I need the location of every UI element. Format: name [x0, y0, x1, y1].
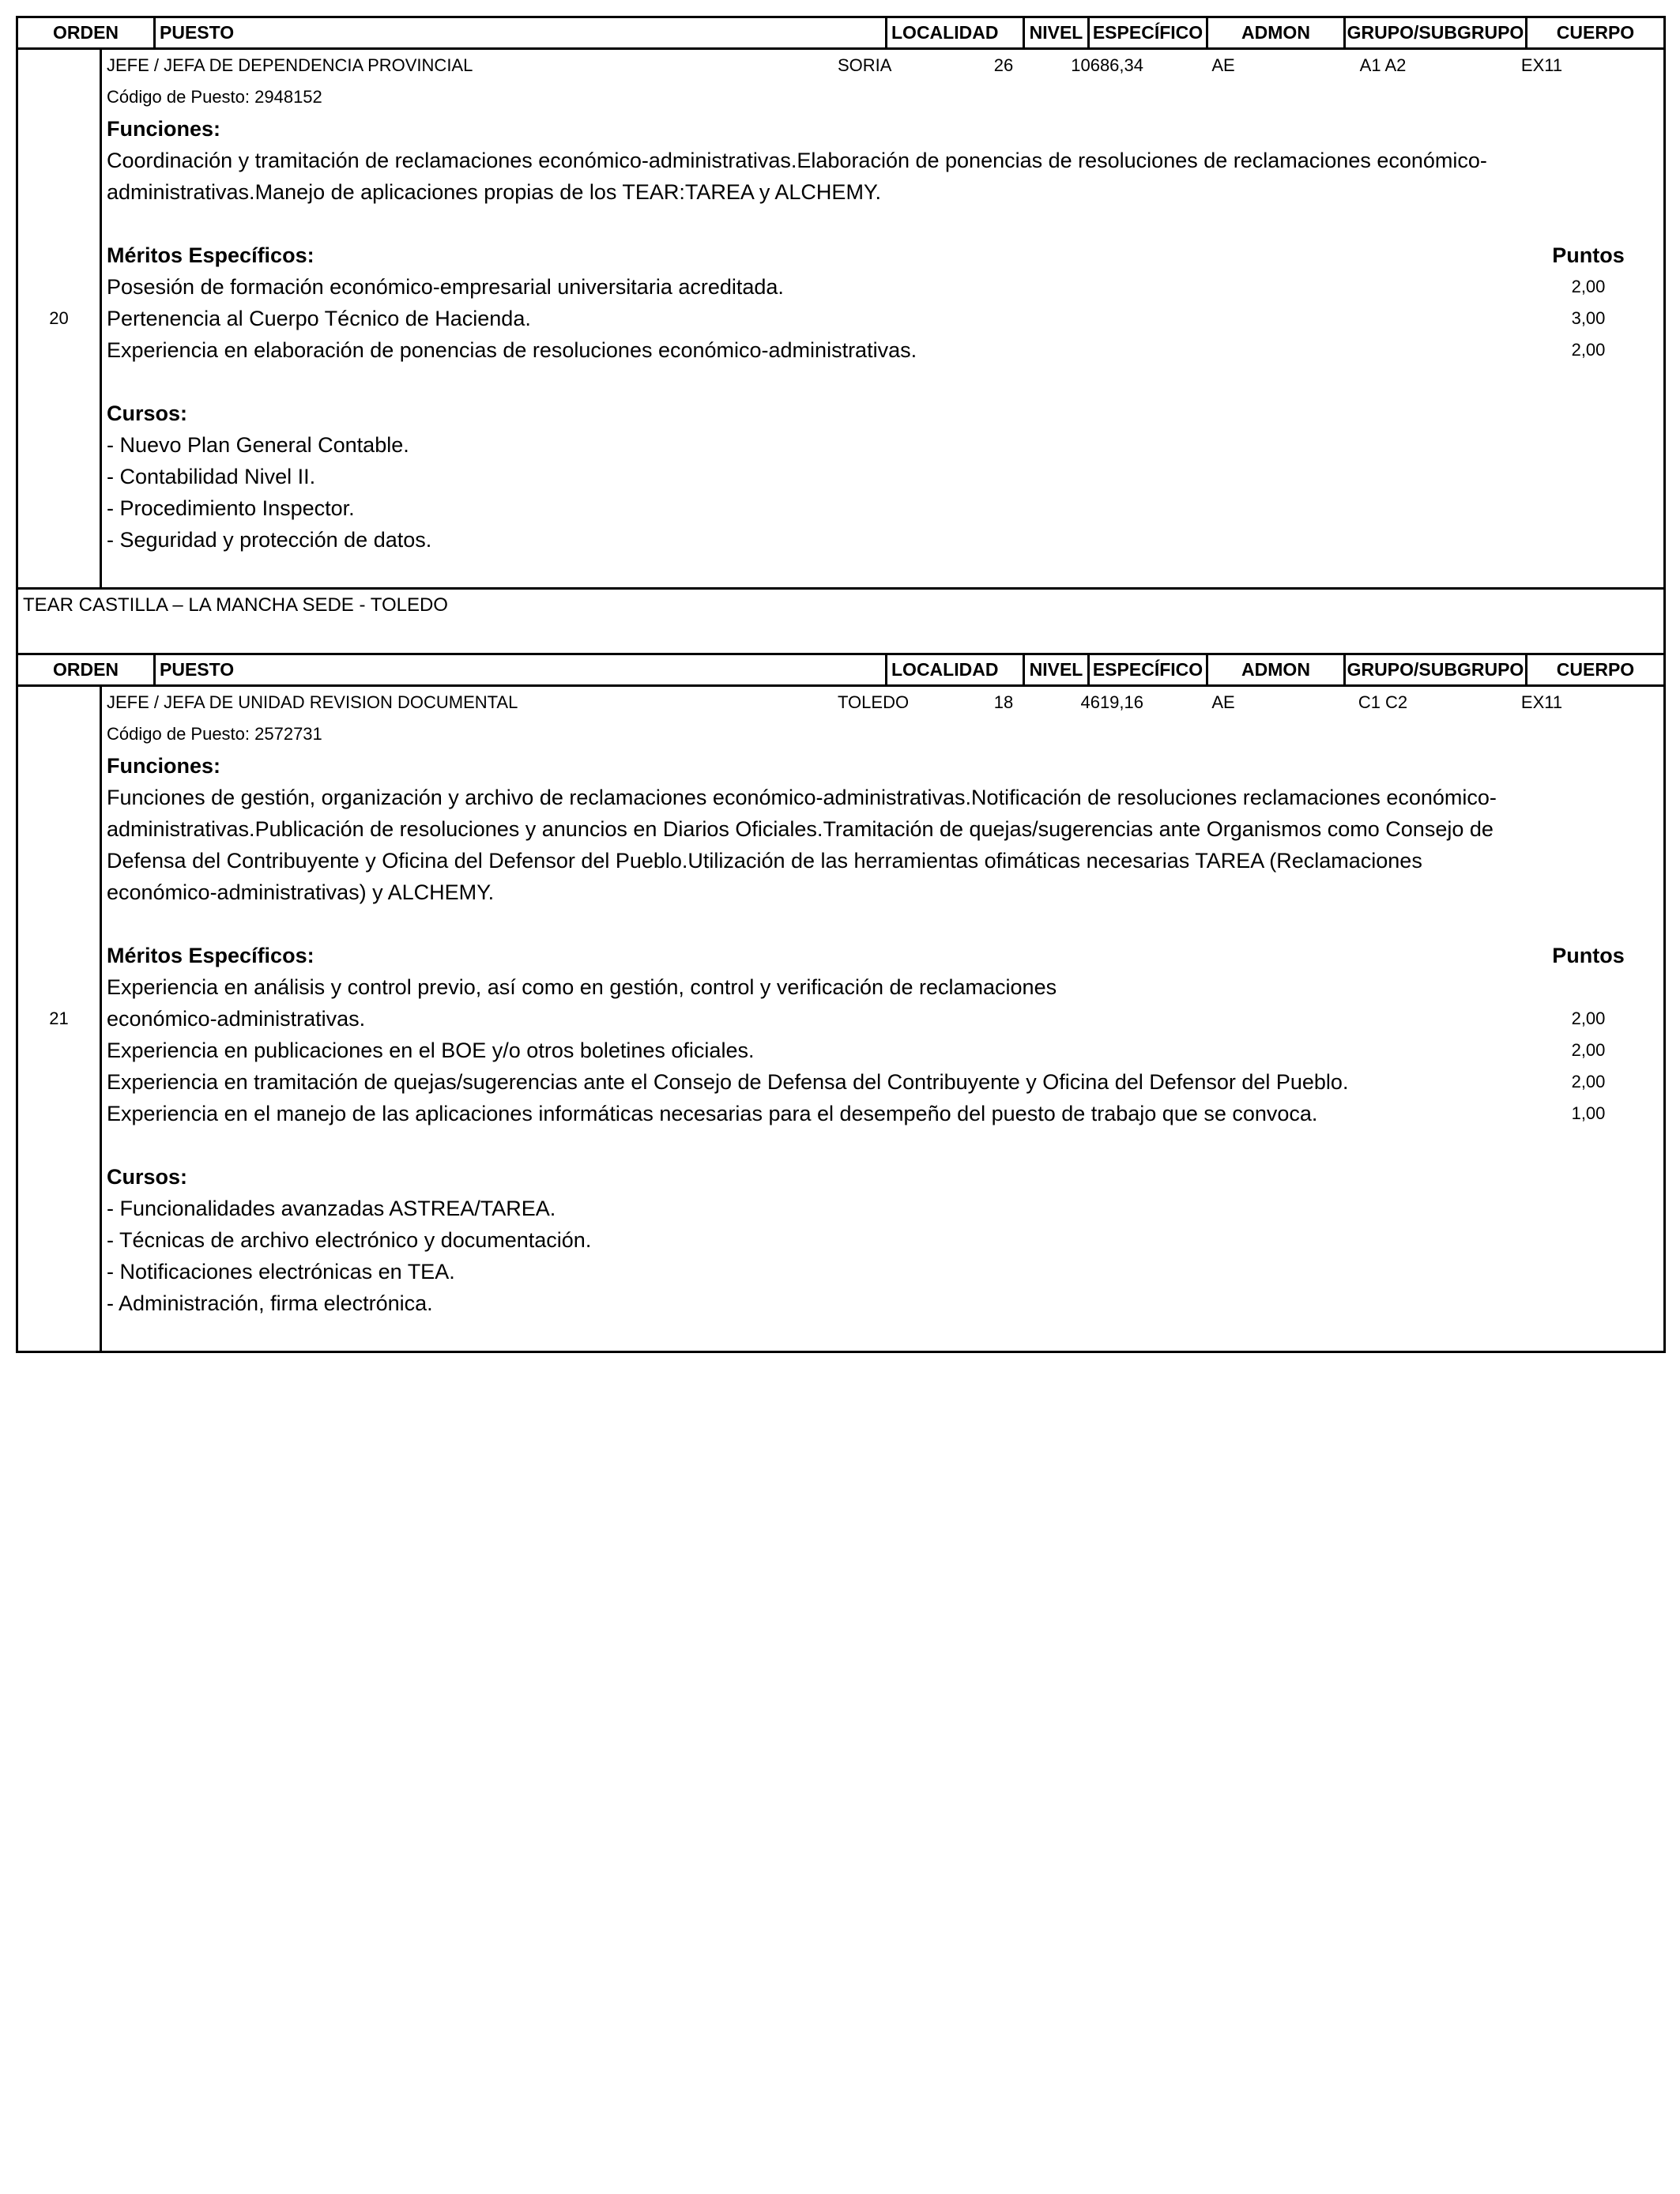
header-admon: ADMON [1208, 18, 1346, 47]
merito-row [107, 334, 1663, 366]
header-especifico: ESPECÍFICO [1090, 655, 1208, 684]
curso-item: - Procedimiento Inspector. [107, 496, 355, 520]
header-puesto: PUESTO [156, 18, 887, 47]
cuerpo-value: EX11 [1520, 692, 1563, 712]
merito-row [107, 1066, 1663, 1098]
header-puesto: PUESTO [156, 655, 887, 684]
table-header [18, 18, 1663, 50]
merito-points: 3,00 [1571, 308, 1606, 328]
grupo-value: C1 C2 [1358, 692, 1408, 712]
table-row [18, 50, 1663, 587]
orden-value: 20 [49, 308, 69, 328]
admon-value: AE [1211, 692, 1235, 712]
localidad-value: SORIA [838, 55, 892, 75]
orden-value: 21 [49, 1008, 69, 1028]
funciones-text: Coordinación y tramitación de reclamaciones económico-administrativas.Elaboración de ponencias de resoluciones de reclamaciones económico-administrativas.Manejo de aplicaciones propias de los TEAR:TAREA y ALCHEMY. [107, 149, 1487, 204]
merito-text: Experiencia en análisis y control previo, así como en gestión, control y verificación de reclamaciones económico-administrativas. [107, 975, 1057, 1031]
curso-item: - Notificaciones electrónicas en TEA. [107, 1260, 455, 1284]
curso-item: - Técnicas de archivo electrónico y documentación. [107, 1228, 592, 1252]
merito-points: 2,00 [1571, 340, 1606, 360]
header-nivel: NIVEL [1025, 655, 1090, 684]
header-grupo: GRUPO/SUBGRUPO [1346, 18, 1527, 47]
content-cell [102, 50, 1663, 587]
document-page [16, 16, 1666, 1353]
data-line [102, 687, 1663, 718]
content-cell [102, 687, 1663, 1351]
position-block-21 [16, 653, 1666, 1353]
nivel-value: 18 [993, 692, 1014, 712]
funciones-text: Funciones de gestión, organización y archivo de reclamaciones económico-administrativas.Notificación de resoluciones reclamaciones económico-administrativas.Publicación de resoluciones y anuncios en Diarios Oficiales.Tramitación de quejas/sugerencias ante Organismos como Consejo de Defensa del Contribuyente y Oficina del Defensor del Pueblo.Utilización de las herramientas ofimáticas necesarias TAREA (Reclamaciones económico-administrativas) y ALCHEMY. [107, 786, 1497, 904]
data-line [102, 50, 1663, 81]
admon-value: AE [1211, 55, 1235, 75]
table-row [18, 687, 1663, 1351]
merito-text: Experiencia en publicaciones en el BOE y/o otros boletines oficiales. [107, 1039, 755, 1062]
header-orden: ORDEN [18, 655, 156, 684]
orden-cell [18, 687, 102, 1351]
merito-text: Experiencia en tramitación de quejas/sugerencias ante el Consejo de Defensa del Contribuyente y Oficina del Defensor del Pueblo. [107, 1070, 1349, 1094]
header-nivel: NIVEL [1025, 18, 1090, 47]
curso-item: - Seguridad y protección de datos. [107, 528, 432, 552]
meritos-header [107, 239, 1663, 271]
codigo-puesto: Código de Puesto: 2948152 [107, 87, 322, 107]
orden-cell [18, 50, 102, 587]
header-especifico: ESPECÍFICO [1090, 18, 1208, 47]
header-grupo: GRUPO/SUBGRUPO [1346, 655, 1527, 684]
meritos-header [107, 940, 1663, 971]
cursos-title: Cursos: [107, 1165, 188, 1189]
meritos-title: Méritos Específicos: [107, 944, 315, 967]
header-localidad: LOCALIDAD [887, 18, 1025, 47]
merito-row [107, 303, 1663, 334]
header-cuerpo: CUERPO [1556, 659, 1635, 680]
merito-text: Posesión de formación económico-empresarial universitaria acreditada. [107, 275, 784, 299]
funciones-title: Funciones: [107, 117, 221, 141]
funciones-title: Funciones: [107, 754, 221, 778]
merito-row [107, 1035, 1663, 1066]
header-admon: ADMON [1208, 655, 1346, 684]
puntos-header: Puntos [1552, 243, 1625, 267]
merito-points: 2,00 [1571, 1040, 1606, 1060]
nivel-value: 26 [993, 55, 1014, 75]
meritos-title: Méritos Específicos: [107, 243, 315, 267]
header-cuerpo: CUERPO [1556, 22, 1635, 43]
curso-item: - Nuevo Plan General Contable. [107, 433, 409, 457]
merito-points: 2,00 [1571, 1008, 1606, 1028]
merito-row [107, 971, 1663, 1035]
codigo-puesto: Código de Puesto: 2572731 [107, 724, 322, 744]
especifico-value: 10686,34 [1071, 55, 1143, 75]
merito-row [107, 1098, 1663, 1129]
especifico-value: 4619,16 [1080, 692, 1143, 712]
position-block-20 [16, 16, 1666, 590]
grupo-value: A1 A2 [1359, 55, 1407, 75]
curso-item: - Contabilidad Nivel II. [107, 465, 316, 488]
merito-points: 1,00 [1571, 1103, 1606, 1123]
merito-points: 2,00 [1571, 1072, 1606, 1091]
merito-text: Experiencia en elaboración de ponencias de resoluciones económico-administrativas. [107, 338, 917, 362]
puntos-header: Puntos [1552, 944, 1625, 967]
header-orden: ORDEN [18, 18, 156, 47]
merito-text: Pertenencia al Cuerpo Técnico de Hacienda. [107, 307, 531, 330]
merito-text: Experiencia en el manejo de las aplicaciones informáticas necesarias para el desempeño del puesto de trabajo que se convoca. [107, 1102, 1318, 1125]
merito-points: 2,00 [1571, 277, 1606, 296]
puesto-value: JEFE / JEFA DE UNIDAD REVISION DOCUMENTAL [107, 692, 518, 712]
section-title: TEAR CASTILLA – LA MANCHA SEDE - TOLEDO [16, 590, 1666, 653]
localidad-value: TOLEDO [838, 692, 910, 712]
puesto-value: JEFE / JEFA DE DEPENDENCIA PROVINCIAL [107, 55, 473, 75]
curso-item: - Funcionalidades avanzadas ASTREA/TAREA. [107, 1197, 556, 1220]
cursos-title: Cursos: [107, 401, 188, 425]
cuerpo-value: EX11 [1520, 55, 1563, 75]
table-header [18, 655, 1663, 687]
header-localidad: LOCALIDAD [887, 655, 1025, 684]
merito-row [107, 271, 1663, 303]
curso-item: - Administración, firma electrónica. [107, 1291, 433, 1315]
